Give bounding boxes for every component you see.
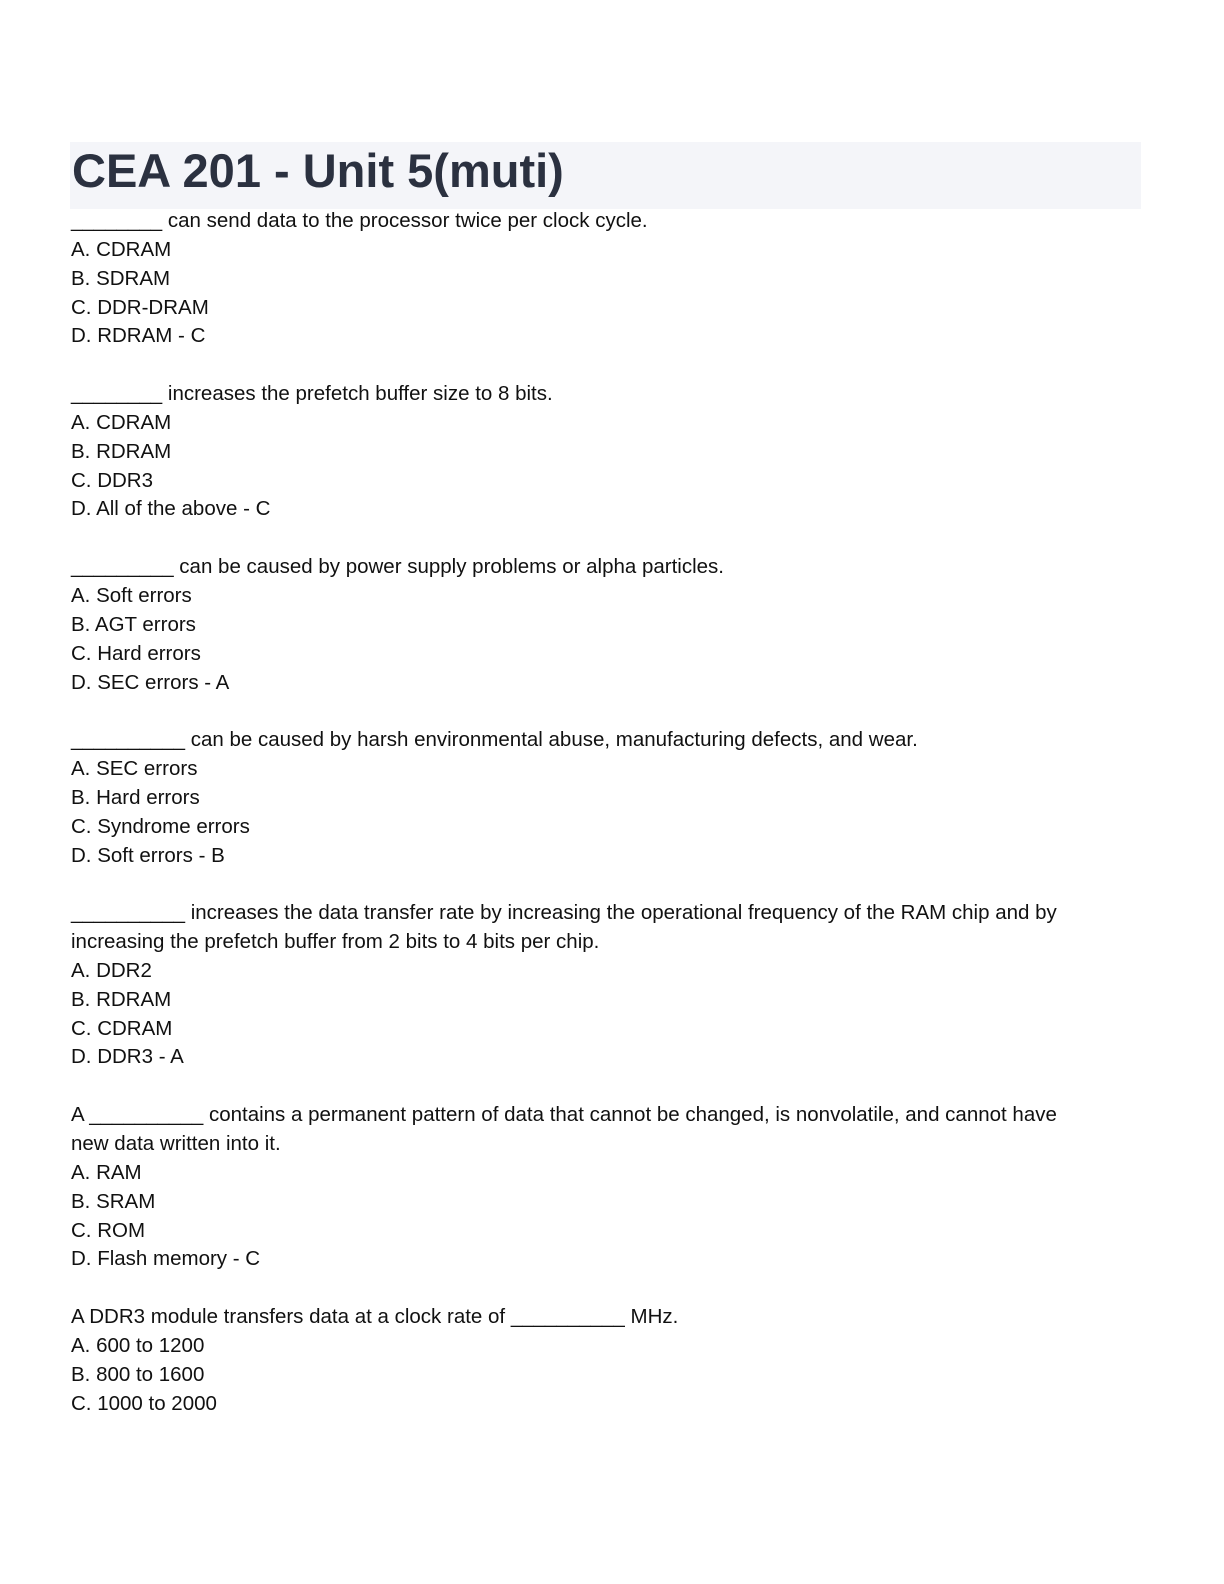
question-block <box>71 899 1141 1072</box>
answer-option: A. CDRAM <box>71 410 172 434</box>
answer-option: B. AGT errors <box>71 612 196 636</box>
answer-option: D. SEC errors - A <box>71 670 230 694</box>
answer-option: C. CDRAM <box>71 1016 173 1040</box>
question-text: __________ increases the data transfer rate by increasing the operational frequency of the RAM chip and by <box>71 901 1057 925</box>
answer-option: C. Hard errors <box>71 641 201 665</box>
answer-option: B. Hard errors <box>71 785 200 809</box>
answer-option: D. RDRAM - C <box>71 324 206 348</box>
answer-option: A. DDR2 <box>71 958 152 982</box>
answer-option: B. SDRAM <box>71 266 171 290</box>
question-spacer <box>71 351 1141 380</box>
answer-option: A. RAM <box>71 1160 142 1184</box>
question-block <box>71 1101 1141 1274</box>
answer-option: A. Soft errors <box>71 583 192 607</box>
question-text: __________ can be caused by harsh environmental abuse, manufacturing defects, and wear. <box>71 728 918 752</box>
question-block <box>71 380 1141 524</box>
question-text: A __________ contains a permanent pattern of data that cannot be changed, is nonvolatile, and cannot have <box>71 1103 1057 1127</box>
question-list <box>71 207 1141 1418</box>
title-bar <box>70 142 1141 209</box>
question-text: ________ increases the prefetch buffer size to 8 bits. <box>71 382 553 406</box>
question-block <box>71 726 1141 870</box>
answer-option: C. ROM <box>71 1218 146 1242</box>
question-text: new data written into it. <box>71 1132 281 1155</box>
question-block <box>71 207 1141 351</box>
question-spacer <box>71 1274 1141 1303</box>
question-text: _________ can be caused by power supply problems or alpha particles. <box>71 555 724 579</box>
question-spacer <box>71 1072 1141 1101</box>
answer-option: C. 1000 to 2000 <box>71 1391 217 1415</box>
answer-option: B. 800 to 1600 <box>71 1362 205 1386</box>
answer-option: B. RDRAM <box>71 439 172 463</box>
answer-option: D. Soft errors - B <box>71 843 225 867</box>
answer-option: D. DDR3 - A <box>71 1045 184 1069</box>
answer-option: B. RDRAM <box>71 987 172 1011</box>
question-block <box>71 1303 1141 1418</box>
question-spacer <box>71 697 1141 726</box>
question-text: ________ can send data to the processor twice per clock cycle. <box>71 209 648 232</box>
answer-option: C. DDR3 <box>71 468 154 492</box>
answer-option: B. SRAM <box>71 1189 156 1213</box>
question-spacer <box>71 524 1141 553</box>
question-text: A DDR3 module transfers data at a clock rate of __________ MHz. <box>71 1305 679 1329</box>
question-spacer <box>71 870 1141 899</box>
answer-option: A. CDRAM <box>71 237 172 261</box>
answer-option: C. DDR-DRAM <box>71 295 209 319</box>
answer-option: A. SEC errors <box>71 757 198 781</box>
answer-option: D. All of the above - C <box>71 497 271 521</box>
answer-option: C. Syndrome errors <box>71 814 250 838</box>
question-block <box>71 553 1141 697</box>
question-text: increasing the prefetch buffer from 2 bits to 4 bits per chip. <box>71 930 600 954</box>
answer-option: D. Flash memory - C <box>71 1247 261 1271</box>
document-title: CEA 201 - Unit 5(muti) <box>72 144 564 197</box>
answer-option: A. 600 to 1200 <box>71 1333 205 1357</box>
